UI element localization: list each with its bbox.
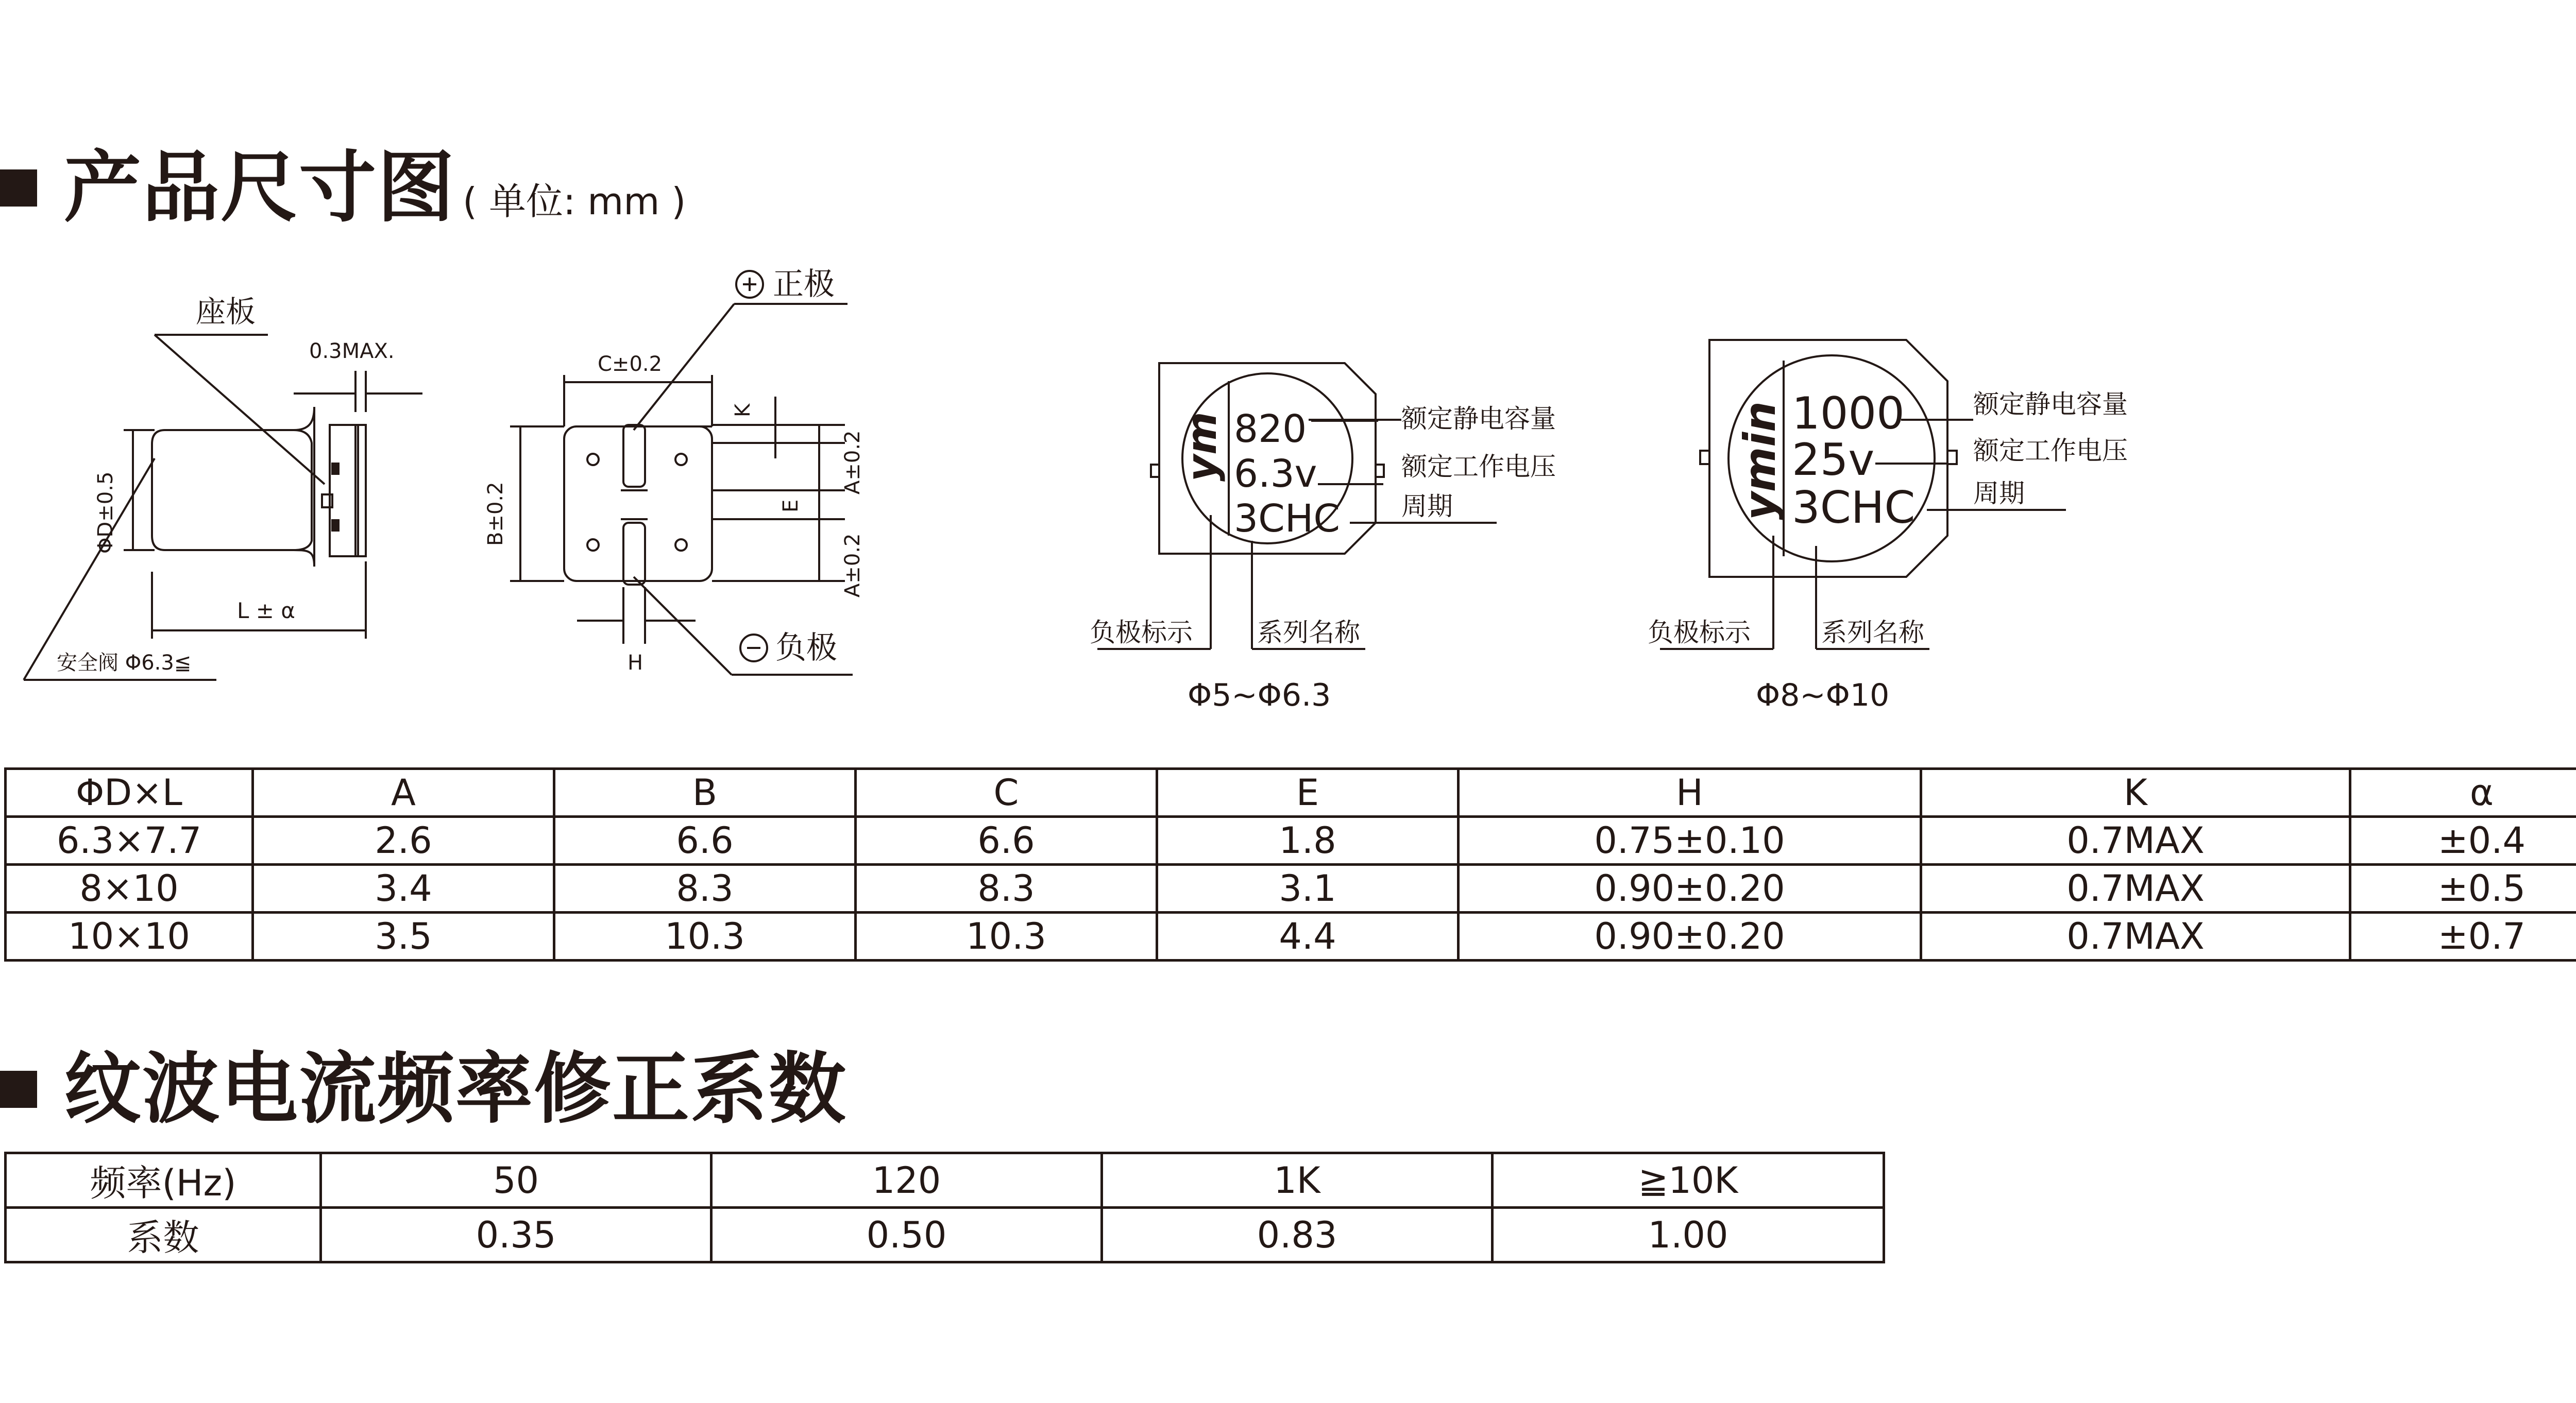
header-cell: α: [2350, 769, 2576, 817]
table-cell: ≧10K: [1493, 1153, 1884, 1208]
capacitance-large: 1000: [1792, 388, 1905, 439]
negative-label: 负极: [775, 630, 837, 666]
period-label-small: 周期: [1401, 491, 1453, 521]
b-label: B±0.2: [484, 482, 507, 546]
table-cell: 4.4: [1157, 913, 1459, 961]
table-cell: 0.50: [711, 1208, 1102, 1262]
table-cell: 0.75±0.10: [1459, 817, 1921, 865]
header-cell: K: [1921, 769, 2350, 817]
table-cell: 50: [321, 1153, 711, 1208]
capacitance-small: 820: [1234, 407, 1307, 451]
table-cell: 3.5: [253, 913, 554, 961]
table-cell: 2.6: [253, 817, 554, 865]
table-cell: 10×10: [6, 913, 253, 961]
table-row: [6, 1208, 1884, 1262]
table-cell: ±0.4: [2350, 817, 2576, 865]
dimensions-title: 产品尺寸图: [64, 143, 456, 233]
length-label: L ± α: [237, 598, 295, 623]
logo-small: ym: [1178, 412, 1226, 482]
max-label: 0.3MAX.: [309, 339, 395, 363]
header-cell: E: [1157, 769, 1459, 817]
header-cell: B: [554, 769, 856, 817]
table-cell: 1K: [1102, 1153, 1493, 1208]
k-label: K: [731, 403, 755, 417]
table-cell: 8×10: [6, 865, 253, 913]
table-cell: 0.35: [321, 1208, 711, 1262]
a-top-label: A±0.2: [841, 430, 865, 494]
table-cell: ±0.7: [2350, 913, 2576, 961]
table-cell: 6.6: [856, 817, 1157, 865]
size-range-large: Φ8~Φ10: [1756, 677, 1890, 713]
series-name-label-large: 系列名称: [1821, 618, 1924, 647]
table-cell: 120: [711, 1153, 1102, 1208]
ripple-section-title: [0, 1045, 848, 1134]
table-row: [6, 913, 2576, 961]
negative-mark-label-large: 负极标示: [1648, 618, 1751, 647]
table-cell: 6.3×7.7: [6, 817, 253, 865]
code-small: 3CHC: [1234, 497, 1341, 541]
table-cell: 3.1: [1157, 865, 1459, 913]
voltage-small: 6.3v: [1234, 452, 1317, 496]
side-view-drawing: [24, 335, 422, 680]
table-cell: 8.3: [856, 865, 1157, 913]
table-cell: 8.3: [554, 865, 856, 913]
header-cell: ΦD×L: [6, 769, 253, 817]
table-cell: 10.3: [554, 913, 856, 961]
series-name-label-small: 系列名称: [1257, 618, 1360, 647]
table-cell: ±0.5: [2350, 865, 2576, 913]
table-cell: 1.8: [1157, 817, 1459, 865]
header-cell: A: [253, 769, 554, 817]
positive-label: 正极: [773, 266, 835, 302]
table-cell: 1.00: [1493, 1208, 1884, 1262]
a-bottom-label: A±0.2: [841, 533, 865, 597]
table-row: [6, 1153, 1884, 1208]
table-row: [6, 865, 2576, 913]
table-cell: 0.90±0.20: [1459, 913, 1921, 961]
table-cell: 频率(Hz): [6, 1153, 321, 1208]
header-cell: C: [856, 769, 1157, 817]
period-label-large: 周期: [1973, 478, 2025, 508]
ripple-title: 纹波电流频率修正系数: [64, 1045, 848, 1134]
code-large: 3CHC: [1792, 482, 1916, 534]
ripple-table: [4, 1152, 1885, 1263]
size-range-small: Φ5~Φ6.3: [1188, 677, 1331, 713]
logo-large: ymin: [1735, 401, 1785, 520]
voltage-large: 25v: [1792, 434, 1875, 486]
dimension-table: [4, 767, 2576, 962]
table-cell: 0.7MAX: [1921, 817, 2350, 865]
table-row: [6, 817, 2576, 865]
rated-capacitance-label-large: 额定静电容量: [1973, 389, 2128, 419]
h-label: H: [628, 651, 643, 675]
rated-voltage-label-large: 额定工作电压: [1973, 436, 2128, 466]
table-cell: 0.83: [1102, 1208, 1493, 1262]
table-cell: 10.3: [856, 913, 1157, 961]
e-label: E: [779, 499, 803, 512]
header-cell: H: [1459, 769, 1921, 817]
table-cell: 6.6: [554, 817, 856, 865]
safety-label: 安全阀 Φ6.3≦: [57, 651, 192, 675]
table-cell: 0.90±0.20: [1459, 865, 1921, 913]
diameter-label: ΦD±0.5: [94, 471, 117, 554]
table-cell: 系数: [6, 1208, 321, 1262]
bottom-view-drawing: [510, 271, 853, 675]
table-cell: 0.7MAX: [1921, 913, 2350, 961]
table-header-row: [6, 769, 2576, 817]
seat-label: 座板: [196, 294, 256, 329]
negative-mark-label-small: 负极标示: [1090, 618, 1193, 647]
unit-label: ( 单位: mm ): [463, 180, 686, 223]
rated-voltage-label-small: 额定工作电压: [1401, 452, 1556, 482]
bullet-square-icon: [0, 1071, 37, 1108]
table-cell: 3.4: [253, 865, 554, 913]
table-cell: 0.7MAX: [1921, 865, 2350, 913]
rated-capacitance-label-small: 额定静电容量: [1401, 404, 1556, 434]
c-label: C±0.2: [598, 352, 663, 376]
